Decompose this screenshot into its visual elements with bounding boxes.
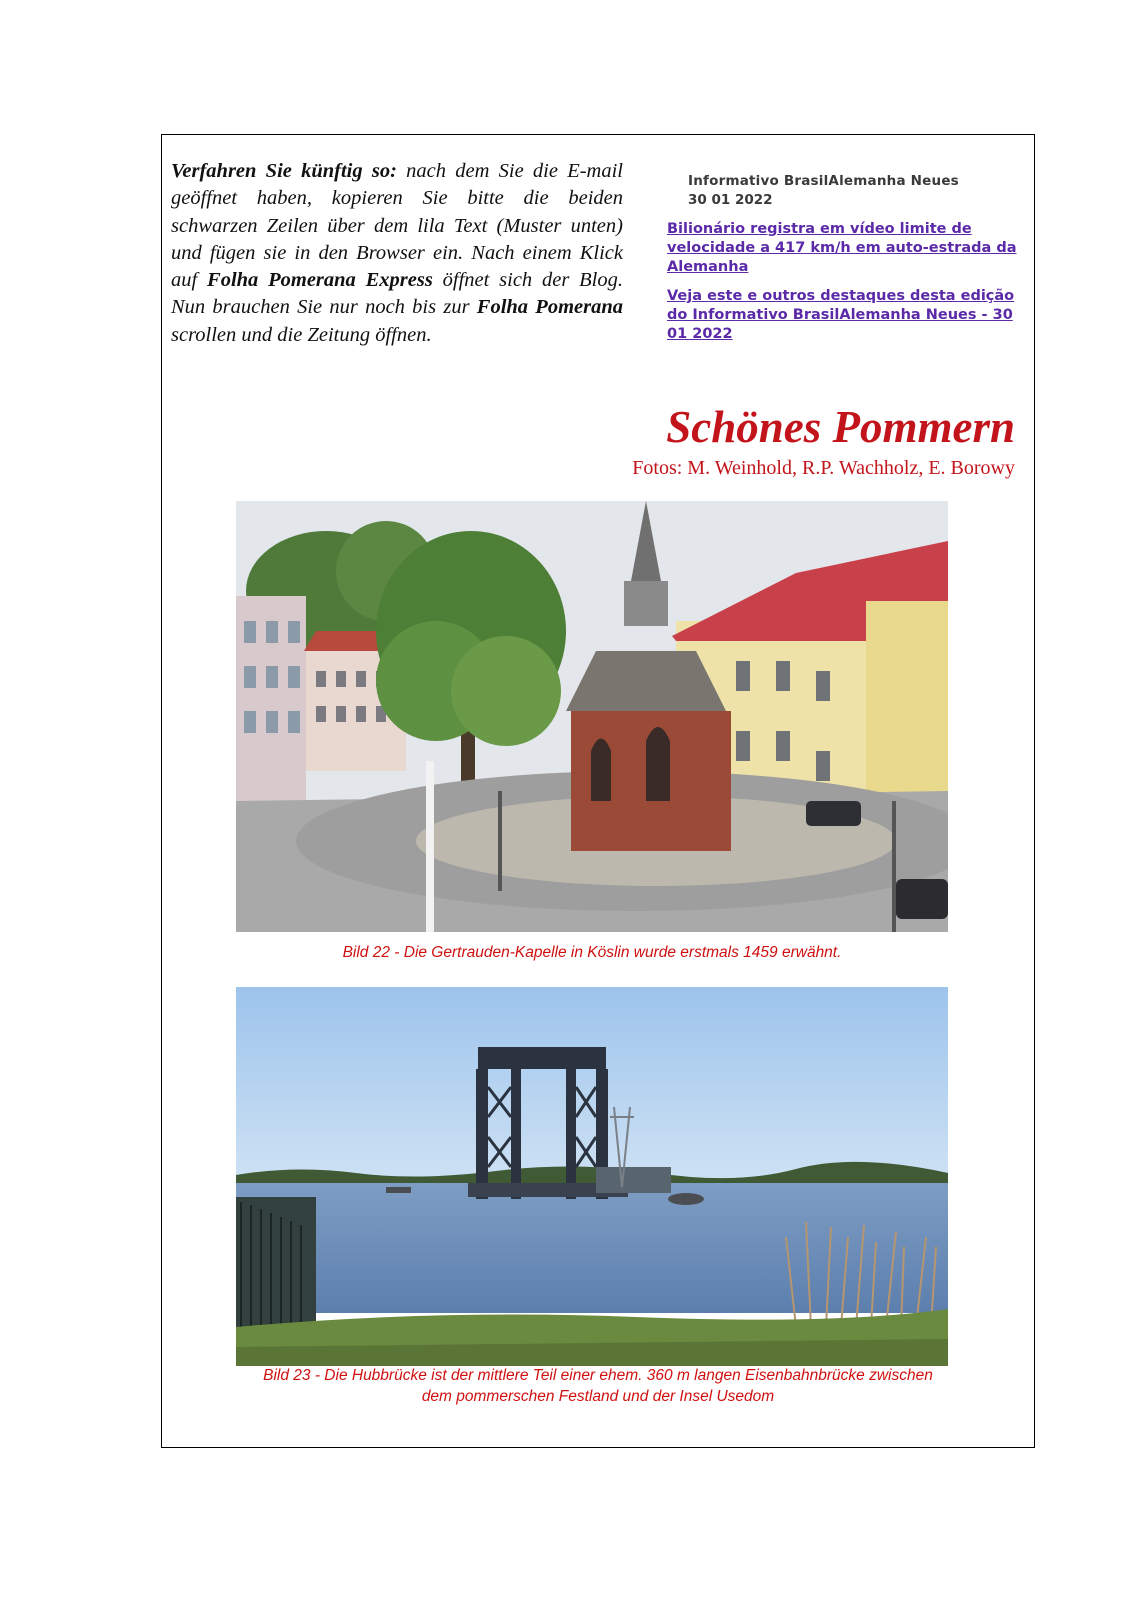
photo-lift-bridge-caption	[166, 1365, 1030, 1407]
photo-chapel-caption: Bild 22 - Die Gertrauden-Kapelle in Köslin wurde erstmals 1459 erwähnt.	[342, 944, 842, 961]
newsletter-link-edition[interactable]: Veja este e outros destaques desta edição do Informativo BrasilAlemanha Neues - 30 01 2022	[667, 288, 1015, 342]
photo-chapel	[236, 501, 948, 932]
intro-text-1: nach dem Sie die E-mail geöffnet haben, kopieren Sie bitte die beiden schwarzen Zeilen über dem lila Text (Muster unten) und fügen sie in den Browser ein. Nach einem Klick auf	[171, 160, 623, 292]
photo-lift-bridge-caption-line-2: dem pommerschen Festland und der Insel Usedom	[421, 1388, 775, 1405]
intro-paragraph	[171, 158, 623, 349]
intro-lead: Verfahren Sie künftig so:	[171, 160, 397, 182]
intro-bold-express: Folha Pomerana Express	[207, 269, 433, 292]
intro-text-3: scrollen und die Zeitung öffnen.	[171, 323, 432, 346]
photo-lift-bridge-caption-line-1: Bild 23 - Die Hubbrücke ist der mittlere Teil einer ehem. 360 m langen Eisenbahnbrücke zwischen	[263, 1367, 933, 1384]
intro-bold-folha: Folha Pomerana	[476, 296, 623, 319]
newsletter-sample	[667, 172, 1027, 354]
photo-credit: Fotos: M. Weinhold, R.P. Wachholz, E. Borowy	[632, 457, 1015, 479]
photo-lift-bridge	[236, 987, 948, 1366]
newsletter-link-headline[interactable]: Bilionário registra em vídeo limite de velocidade a 417 km/h em auto-estrada da Alemanha	[667, 221, 1017, 275]
page-headline: Schönes Pommern	[666, 402, 1015, 452]
intro-text-2: öffnet sich der Blog. Nun brauchen Sie nur noch bis zur	[171, 269, 623, 319]
newsletter-date: 30 01 2022	[688, 192, 773, 208]
newsletter-title: Informativo BrasilAlemanha Neues	[688, 173, 959, 189]
